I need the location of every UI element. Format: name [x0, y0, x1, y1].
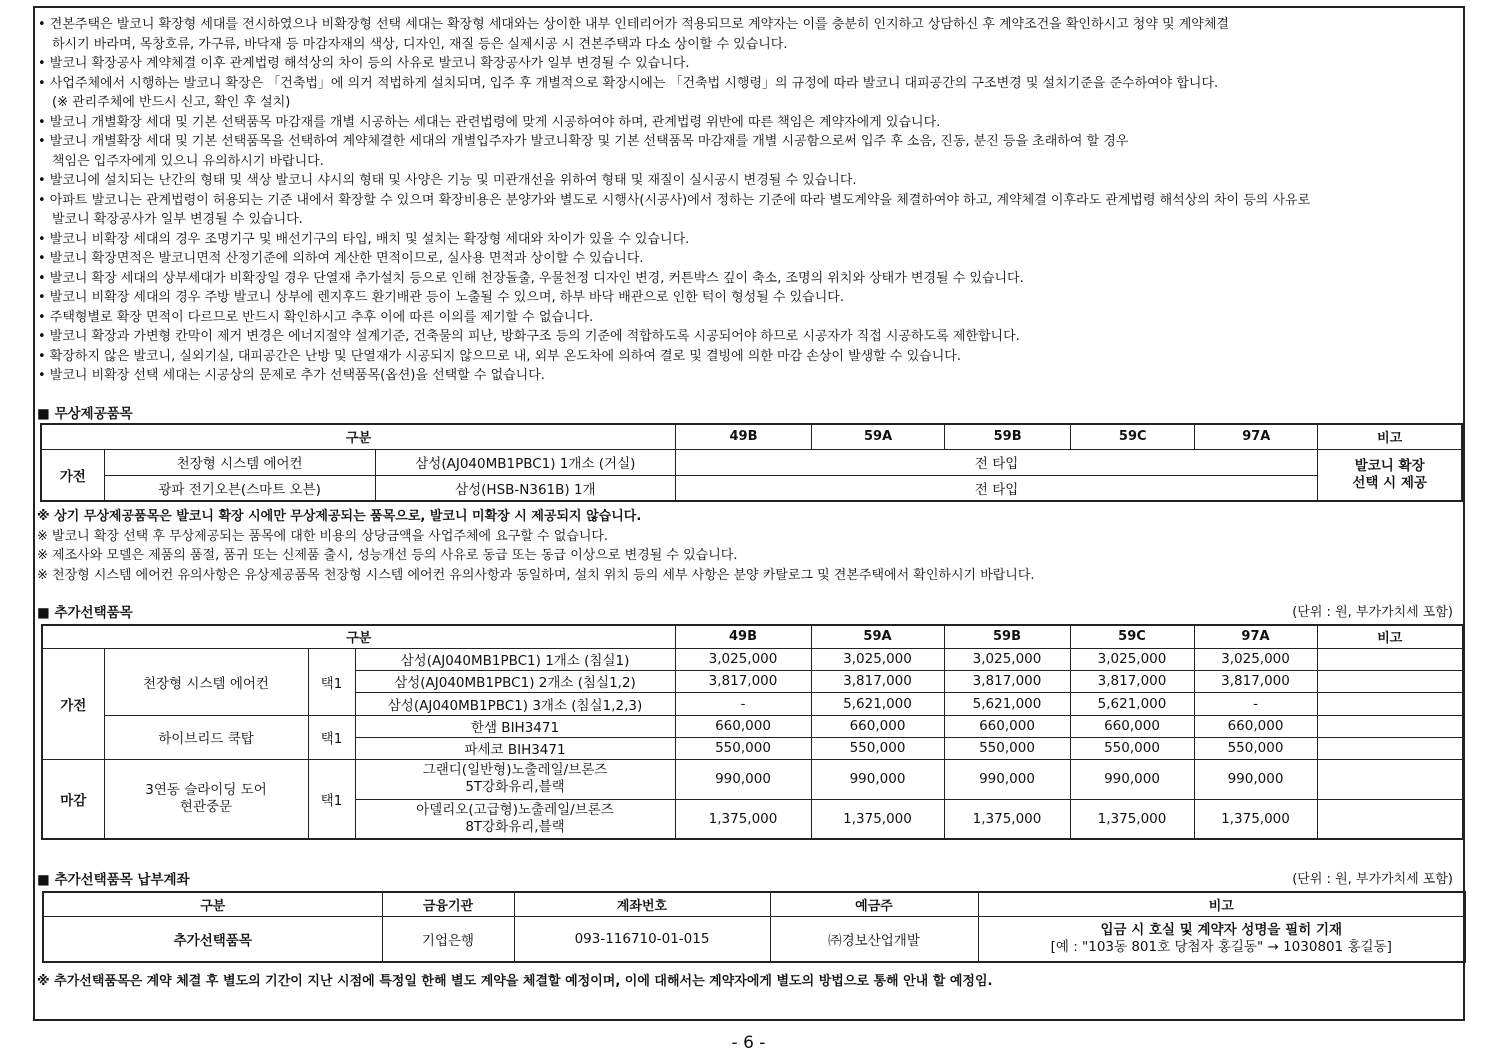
- note-line: • 발코니 확장과 가변형 칸막이 제거 변경은 에너지절약 설계기준, 건축물의 피난, 방화구조 등의 기준에 적합하도록 시공되어야 하므로 시공자가 직접 시공하도록 제한합니다.: [38, 329, 1020, 344]
- header-note: 비고: [978, 892, 1465, 916]
- header-59a: 59A: [812, 424, 945, 449]
- price-cell: 1,375,000: [675, 799, 811, 839]
- section-title-free-items: ■ 무상제공품목: [37, 406, 133, 422]
- price-cell: 1,375,000: [811, 799, 944, 839]
- note-cell: [1317, 670, 1463, 692]
- note-line: (※ 관리주체에 반드시 신고, 확인 후 설치): [52, 95, 291, 110]
- price-cell: 550,000: [811, 737, 944, 759]
- header-bank: 금융기관: [382, 892, 514, 916]
- note-line: • 발코니 확장 세대의 상부세대가 비확장일 경우 단열재 추가설치 등으로 인해 천장돌출, 우물천정 디자인 변경, 커튼박스 깊이 축소, 조명의 위치와 상태가 변경될 수 있습니다.: [38, 270, 1024, 286]
- remark-line: 선택 시 제공: [1352, 474, 1427, 491]
- price-cell: 990,000: [1070, 759, 1194, 799]
- model-line: 아델리오(고급형)노출레일/브론즈: [416, 801, 614, 818]
- price-cell: 660,000: [944, 715, 1070, 737]
- note-line: • 발코니 비확장 세대의 경우 조명기구 및 배선기구의 타입, 배치 및 설치는 확장형 세대와 차이가 있을 수 있습니다.: [38, 231, 690, 247]
- header-97a: 97A: [1194, 625, 1317, 648]
- choose-cell: 택1: [308, 715, 355, 759]
- category-finish: 마감: [42, 759, 104, 839]
- note-line: 발코니 확장공사가 일부 변경될 수 있습니다.: [52, 212, 303, 227]
- item-door-line: 현관중문: [179, 798, 233, 815]
- header-group: 구분: [41, 424, 675, 449]
- document-frame: [33, 6, 1465, 1021]
- price-cell: 3,817,000: [1194, 670, 1317, 692]
- note-line: • 발코니 확장공사 계약체결 이후 관계법령 해석상의 차이 등의 사유로 발코니 확장공사가 일부 변경될 수 있습니다.: [38, 56, 690, 71]
- note-line: • 발코니에 설치되는 난간의 형태 및 색상 발코니 샤시의 형태 및 사양은 기능 및 미관개선을 위하여 형태 및 재질이 실시공시 변경될 수 있습니다.: [38, 173, 857, 188]
- price-cell: -: [675, 692, 811, 715]
- price-cell: 1,375,000: [1070, 799, 1194, 839]
- model-cell: 삼성(HSB-N361B) 1개: [375, 475, 675, 501]
- price-cell: 550,000: [1070, 737, 1194, 759]
- header-59c: 59C: [1071, 424, 1195, 449]
- holder-cell: ㈜경보산업개발: [770, 916, 978, 962]
- choose-cell: 택1: [308, 759, 355, 839]
- header-59b: 59B: [944, 625, 1070, 648]
- header-group: 구분: [43, 892, 382, 916]
- header-note: 비고: [1318, 424, 1462, 449]
- model-cell: [355, 759, 675, 799]
- applies-cell: 전 타입: [675, 449, 1317, 475]
- price-cell: 550,000: [675, 737, 811, 759]
- note-cell: [1317, 799, 1463, 839]
- account-number-cell: 093-116710-01-015: [514, 916, 770, 962]
- model-cell: 삼성(AJ040MB1PBC1) 1개소 (침실1): [355, 648, 675, 670]
- model-cell: 한샘 BIH3471: [355, 715, 675, 737]
- bank-cell: 기업은행: [382, 916, 514, 962]
- price-cell: 660,000: [811, 715, 944, 737]
- price-cell: 1,375,000: [1194, 799, 1317, 839]
- note-line: 하시기 바라며, 목창호류, 가구류, 바닥재 등 마감자재의 색상, 디자인, 재질 등은 실제시공 시 견본주택과 다소 상이할 수 있습니다.: [52, 36, 788, 52]
- model-cell: 파세코 BIH3471: [355, 737, 675, 759]
- note-line: 책임은 입주자에게 있으니 유의하시기 바랍니다.: [52, 153, 324, 169]
- price-cell: 5,621,000: [944, 692, 1070, 715]
- remark-cell: [1318, 449, 1462, 501]
- balcony-notes: [38, 15, 1463, 386]
- footnote: ※ 제조사와 모델은 제품의 품절, 품귀 또는 신제품 출시, 성능개선 등의 사유로 동급 또는 동급 이상으로 변경될 수 있습니다.: [37, 548, 738, 563]
- note-cell: [1317, 692, 1463, 715]
- model-cell: 삼성(AJ040MB1PBC1) 1개소 (거실): [375, 449, 675, 475]
- model-line: 5T강화유리,블랙: [465, 779, 565, 795]
- price-cell: 990,000: [944, 759, 1070, 799]
- footnote: ※ 상기 무상제공품목은 발코니 확장 시에만 무상제공되는 품목으로, 발코니 미확장 시 제공되지 않습니다.: [37, 509, 642, 524]
- note-line: • 발코니 비확장 선택 세대는 시공상의 문제로 추가 선택품목(옵션)을 선택할 수 없습니다.: [38, 368, 545, 383]
- model-line: 8T강화유리,블랙: [465, 818, 565, 835]
- item-aircon: 천장형 시스템 에어컨: [104, 648, 308, 715]
- price-cell: 550,000: [1194, 737, 1317, 759]
- price-cell: 550,000: [944, 737, 1070, 759]
- price-cell: 3,025,000: [811, 648, 944, 670]
- price-cell: 1,375,000: [944, 799, 1070, 839]
- price-cell: 3,817,000: [675, 670, 811, 692]
- item-door-line: 3연동 슬라이딩 도어: [145, 781, 267, 798]
- note-line: • 아파트 발코니는 관계법령이 허용되는 기준 내에서 확장할 수 있으며 확장비용은 분양가와 별도로 시행사(시공사)에서 정하는 기준에 따라 별도계약을 체결하여야 하고, 계약체결 이후라도 관계법령 해석상의 차이 등의 사유로: [38, 192, 1311, 208]
- model-line: 그랜디(일반형)노출레일/브론즈: [422, 762, 608, 778]
- item-door: [104, 759, 308, 839]
- free-items-table: [40, 423, 1463, 502]
- item-cell: 광파 전기오븐(스마트 오븐): [104, 475, 375, 501]
- model-cell: [355, 799, 675, 839]
- header-59b: 59B: [945, 424, 1071, 449]
- note-cell: [978, 916, 1465, 962]
- header-59a: 59A: [811, 625, 944, 648]
- note-cell: [1317, 715, 1463, 737]
- section-title-options: ■ 추가선택품목: [37, 605, 133, 621]
- note-line: • 발코니 개별확장 세대 및 기본 선택품목 마감재를 개별 시공하는 세대는 관련법령에 맞게 시공하여야 하며, 관계법령 위반에 따른 책임은 계약자에게 있습니다.: [38, 114, 941, 130]
- header-97a: 97A: [1195, 424, 1318, 449]
- price-cell: 660,000: [1070, 715, 1194, 737]
- category-cell: 가전: [41, 449, 104, 501]
- applies-cell: 전 타입: [675, 475, 1317, 501]
- price-cell: 990,000: [1194, 759, 1317, 799]
- price-cell: 3,025,000: [675, 648, 811, 670]
- price-cell: 3,025,000: [1194, 648, 1317, 670]
- category-appliance: 가전: [42, 648, 104, 759]
- footnote: ※ 추가선택품목은 계약 체결 후 별도의 기간이 지난 시점에 특정일 한해 별도 계약을 체결할 예정이며, 이에 대해서는 계약자에게 별도의 방법으로 통해 안내 할 예정임.: [37, 974, 993, 989]
- note-line: • 발코니 확장면적은 발코니면적 산정기준에 의하여 계산한 면적이므로, 실사용 면적과 상이할 수 있습니다.: [38, 251, 644, 266]
- unit-note: (단위 : 원, 부가가치세 포함): [1292, 872, 1453, 887]
- note-line: 입금 시 호실 및 계약자 성명을 필히 기재: [1100, 921, 1343, 938]
- price-cell: 3,817,000: [811, 670, 944, 692]
- note-cell: [1317, 759, 1463, 799]
- header-account-number: 계좌번호: [514, 892, 770, 916]
- header-note: 비고: [1317, 625, 1463, 648]
- note-line: [예 : "103동 801호 당첨자 홍길동" → 1030801 홍길동]: [1050, 938, 1392, 955]
- item-cell: 천장형 시스템 에어컨: [104, 449, 375, 475]
- header-59c: 59C: [1070, 625, 1194, 648]
- price-cell: 5,621,000: [1070, 692, 1194, 715]
- price-cell: -: [1194, 692, 1317, 715]
- price-cell: 660,000: [1194, 715, 1317, 737]
- model-cell: 삼성(AJ040MB1PBC1) 2개소 (침실1,2): [355, 670, 675, 692]
- note-line: • 확장하지 않은 발코니, 실외기실, 대피공간은 난방 및 단열재가 시공되지 않으므로 내, 외부 온도차에 의하여 결로 및 결빙에 의한 마감 손상이 발생할 수 있습니다.: [38, 348, 961, 364]
- price-cell: 3,025,000: [944, 648, 1070, 670]
- header-49b: 49B: [675, 424, 811, 449]
- section-title-account: ■ 추가선택품목 납부계좌: [37, 872, 190, 888]
- price-cell: 990,000: [811, 759, 944, 799]
- remark-line: 발코니 확장: [1354, 457, 1425, 474]
- item-cooktop: 하이브리드 쿡탑: [104, 715, 308, 759]
- options-table: [41, 624, 1464, 840]
- price-cell: 3,817,000: [944, 670, 1070, 692]
- note-line: • 발코니 비확장 세대의 경우 주방 발코니 상부에 렌지후드 환기배관 등이 노출될 수 있으며, 하부 바닥 배관으로 인한 턱이 형성될 수 있습니다.: [38, 290, 844, 305]
- page-number: - 6 -: [731, 1033, 766, 1053]
- price-cell: 3,817,000: [1070, 670, 1194, 692]
- note-line: • 견본주택은 발코니 확장형 세대를 전시하였으나 비확장형 선택 세대는 확장형 세대와는 상이한 내부 인테리어가 적용되므로 계약자는 이를 충분히 인지하고 상담하신 후 계약조건을 확인하시고 청약 및 계약체결: [38, 17, 1229, 32]
- price-cell: 5,621,000: [811, 692, 944, 715]
- note-cell: [1317, 737, 1463, 759]
- note-line: • 발코니 개별확장 세대 및 기본 선택품목을 선택하여 계약체결한 세대의 개별입주자가 발코니확장 및 기본 선택품목 마감재를 개별 시공함으로써 입주 후 소음, 진동, 분진 등을 초래하여 할 경우: [38, 134, 1129, 149]
- price-cell: 990,000: [675, 759, 811, 799]
- note-line: • 사업주체에서 시행하는 발코니 확장은 「건축법」에 의거 적법하게 설치되며, 입주 후 개별적으로 확장시에는 「건축법 시행령」의 규정에 따라 발코니 대피공간의 구조변경 및 설치기준을 준수하여야 합니다.: [38, 75, 1219, 91]
- note-cell: [1317, 648, 1463, 670]
- footnote: ※ 발코니 확장 선택 후 무상제공되는 품목에 대한 비용의 상당금액을 사업주체에 요구할 수 없습니다.: [37, 529, 609, 544]
- unit-note: (단위 : 원, 부가가치세 포함): [1292, 605, 1453, 620]
- footnote: ※ 천장형 시스템 에어컨 유의사항은 유상제공품목 천장형 시스템 에어컨 유의사항과 동일하며, 설치 위치 등의 세부 사항은 분양 카탈로그 및 견본주택에서 확인하시기 바랍니다.: [37, 568, 1035, 583]
- price-cell: 660,000: [675, 715, 811, 737]
- header-group: 구분: [42, 625, 675, 648]
- group-cell: 추가선택품목: [43, 916, 382, 962]
- choose-cell: 택1: [308, 648, 355, 715]
- account-table: [42, 891, 1466, 963]
- price-cell: 3,025,000: [1070, 648, 1194, 670]
- header-49b: 49B: [675, 625, 811, 648]
- model-cell: 삼성(AJ040MB1PBC1) 3개소 (침실1,2,3): [355, 692, 675, 715]
- header-holder: 예금주: [770, 892, 978, 916]
- note-line: • 주택형별로 확장 면적이 다르므로 반드시 확인하시고 추후 이에 따른 이의를 제기할 수 없습니다.: [38, 309, 594, 325]
